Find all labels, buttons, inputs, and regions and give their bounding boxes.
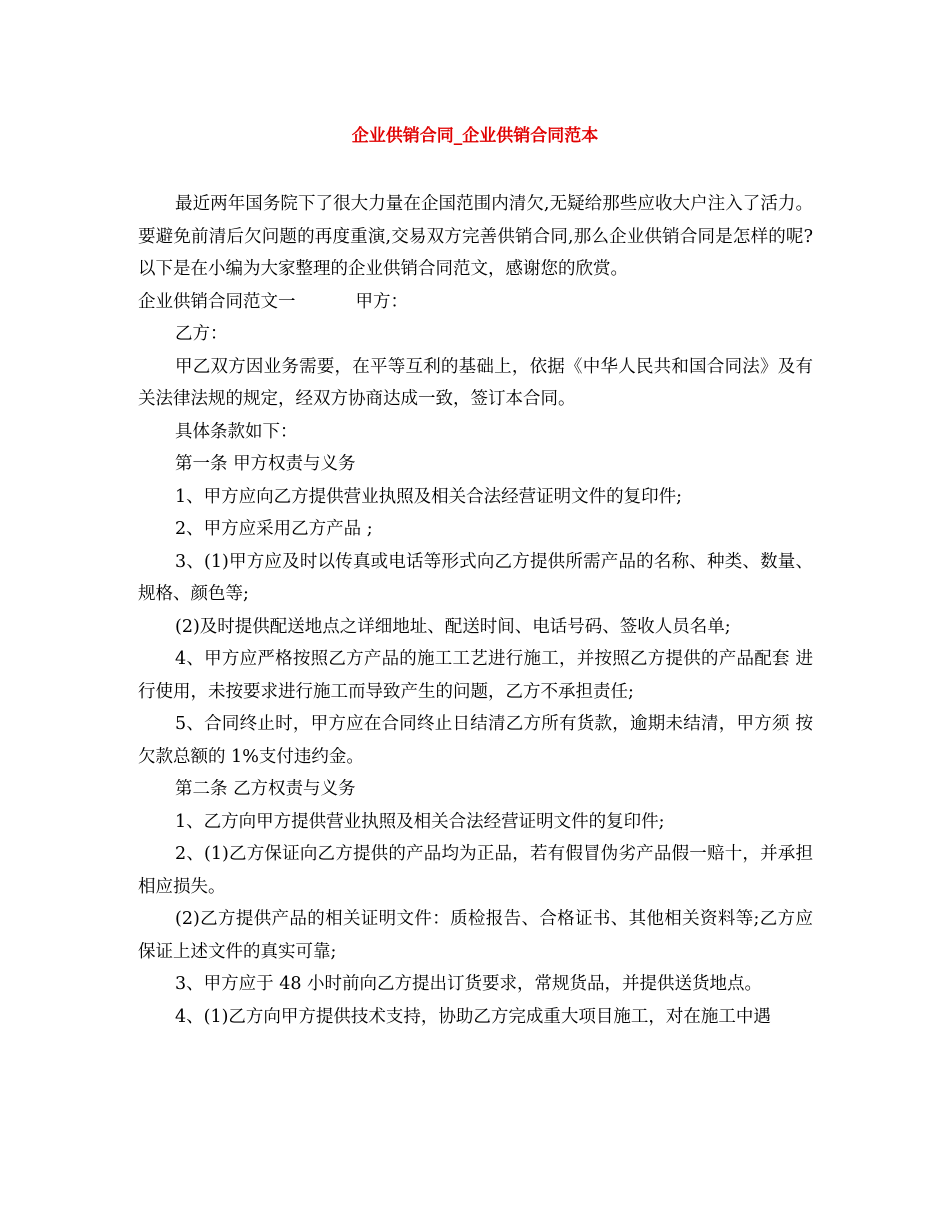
sample-heading: 企业供销合同范文一	[138, 291, 296, 312]
document-body	[138, 188, 813, 1033]
article-2-item: 1、乙方向甲方提供营业执照及相关合法经营证明文件的复印件;	[175, 811, 665, 832]
article-1-item: 2、甲方应采用乙方产品 ;	[175, 519, 373, 539]
article-2-item: 3、甲方应于 48 小时前向乙方提出订货要求，常规货品，并提供送货地点。	[175, 974, 763, 994]
preamble-paragraph: 甲乙双方因业务需要，在平等互利的基础上，依据《中华人民共和国合同法》及有关法律法规的规定，经双方协商达成一致，签订本合同。	[138, 356, 813, 409]
article-1-item: (2)及时提供配送地点之详细地址、配送时间、电话号码、签收人员名单;	[175, 616, 731, 637]
article-2-item: 4、(1)乙方向甲方提供技术支持，协助乙方完成重大项目施工，对在施工中遇	[175, 1006, 771, 1027]
party-b-label: 乙方：	[175, 324, 228, 344]
sample-heading-line	[138, 286, 813, 319]
article-2-item: 2、(1)乙方保证向乙方提供的产品均为正品，若有假冒伪劣产品假一赔十，并承担相应损失。	[138, 844, 813, 897]
article-1-item: 1、甲方应向乙方提供营业执照及相关合法经营证明文件的复印件;	[175, 486, 683, 507]
party-a-label: 甲方：	[355, 291, 408, 312]
terms-intro: 具体条款如下：	[175, 421, 298, 442]
document-title: 企业供销合同_企业供销合同范本	[351, 126, 599, 146]
article-2-heading: 第二条 乙方权责与义务	[175, 779, 356, 799]
article-1-item: 3、(1)甲方应及时以传真或电话等形式向乙方提供所需产品的名称、种类、数量、规格、颜色等;	[138, 551, 813, 604]
article-1-item: 4、甲方应严格按照乙方产品的施工工艺进行施工，并按照乙方提供的产品配套 进行使用，未按要求进行施工而导致产生的问题，乙方不承担责任;	[138, 649, 813, 702]
intro-paragraph: 最近两年国务院下了很大力量在企国范围内清欠,无疑给那些应收大户注入了活力。要避免前清后欠问题的再度重演,交易双方完善供销合同,那么企业供销合同是怎样的呢?以下是在小编为大家整理的企业供销合同范文，感谢您的欣赏。	[138, 194, 813, 279]
article-2-item: (2)乙方提供产品的相关证明文件：质检报告、合格证书、其他相关资料等;乙方应保证上述文件的真实可靠;	[138, 909, 813, 962]
article-1-heading: 第一条 甲方权责与义务	[175, 454, 356, 474]
article-1-item: 5、合同终止时，甲方应在合同终止日结清乙方所有货款，逾期未结清，甲方须 按欠款总额的 1%支付违约金。	[138, 714, 813, 767]
